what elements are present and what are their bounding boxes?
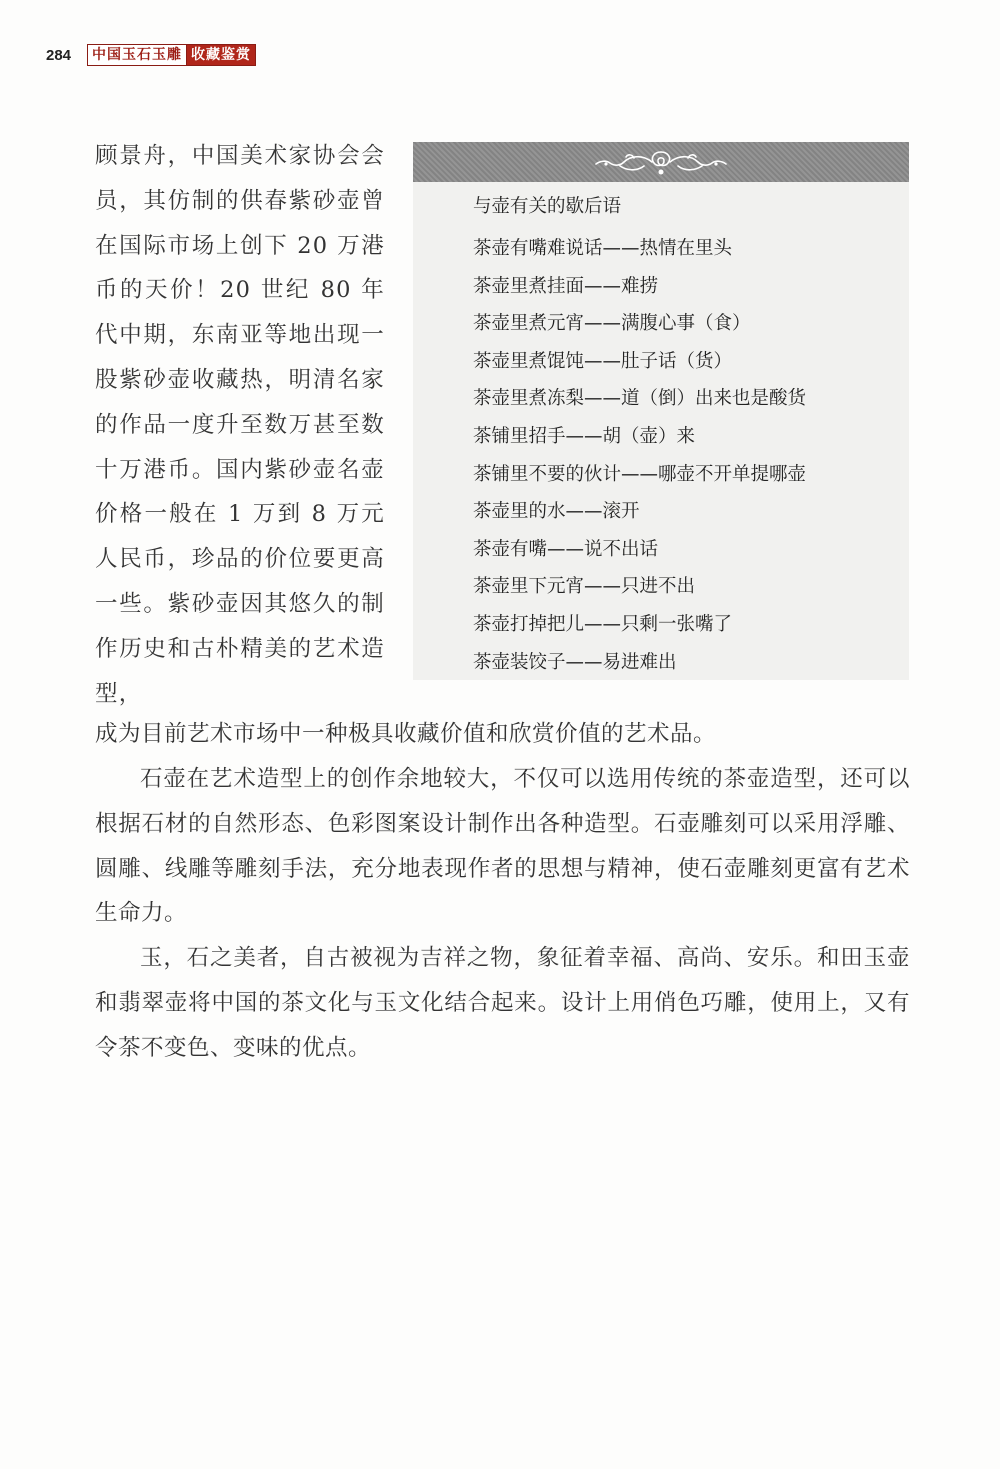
list-item: 茶壶打掉把儿——只剩一张嘴了 bbox=[473, 613, 733, 635]
sidebar-header-band bbox=[413, 142, 909, 182]
paragraph-3: 玉，石之美者，自古被视为吉祥之物，象征着幸福、高尚、安乐。和田玉壶和翡翠壶将中国的茶文化与玉文化结合起来。设计上用俏色巧雕，使用上，又有令茶不变色、变味的优点。 bbox=[95, 945, 910, 1061]
paragraph-2: 石壶在艺术造型上的创作余地较大，不仅可以选用传统的茶壶造型，还可以根据石材的自然形态、色彩图案设计制作出各种造型。石壶雕刻可以采用浮雕、圆雕、线雕等雕刻手法，充分地表现作者的思想与精神，使石壶雕刻更富有艺术生命力。 bbox=[95, 766, 910, 927]
list-item: 茶壶有嘴——说不出话 bbox=[473, 538, 659, 560]
list-item: 茶壶里的水——滚开 bbox=[473, 501, 640, 523]
list-item: 茶壶里煮冻梨——道（倒）出来也是酸货 bbox=[473, 388, 807, 410]
list-item: 茶铺里招手——胡（壶）来 bbox=[473, 425, 696, 447]
list-item: 茶壶里煮挂面——难捞 bbox=[473, 275, 659, 297]
page-number: 284 bbox=[46, 46, 72, 64]
sidebar-list bbox=[473, 230, 806, 681]
left-column-text: 顾景舟，中国美术家协会会员，其仿制的供春紫砂壶曾在国际市场上创下 20 万港币的天价！20 世纪 80 年代中期，东南亚等地出现一股紫砂壶收藏热，明清名家的作品一度升至数万甚至数十万港币。国内紫砂壶名壶价格一般在 1 万到 8 万元人民币，珍品的价位要更高一些。紫砂壶因其悠久的制作历史和古朴精美的艺术造型， bbox=[95, 143, 385, 707]
book-title: 中国玉石玉雕 bbox=[88, 45, 186, 65]
list-item: 茶壶装饺子——易进难出 bbox=[473, 651, 677, 673]
running-title bbox=[87, 44, 256, 66]
list-item: 茶壶里煮馄饨——肚子话（货） bbox=[473, 350, 733, 372]
list-item: 茶壶里下元宵——只进不出 bbox=[473, 576, 696, 598]
list-item: 茶铺里不要的伙计——哪壶不开单提哪壶 bbox=[473, 463, 807, 485]
list-item: 茶壶有嘴难说话——热情在里头 bbox=[473, 238, 733, 259]
paragraph-1-continuation: 成为目前艺术市场中一种极具收藏价值和欣赏价值的艺术品。 bbox=[95, 721, 717, 747]
sidebar-title: 与壶有关的歇后语 bbox=[473, 196, 622, 217]
list-item: 茶壶里煮元宵——满腹心事（食） bbox=[473, 313, 751, 335]
page-header bbox=[46, 44, 256, 66]
section-title: 收藏鉴赏 bbox=[186, 45, 255, 65]
sidebar-box bbox=[413, 142, 909, 680]
left-column bbox=[95, 134, 385, 716]
ornament-flourish-icon bbox=[586, 146, 736, 178]
